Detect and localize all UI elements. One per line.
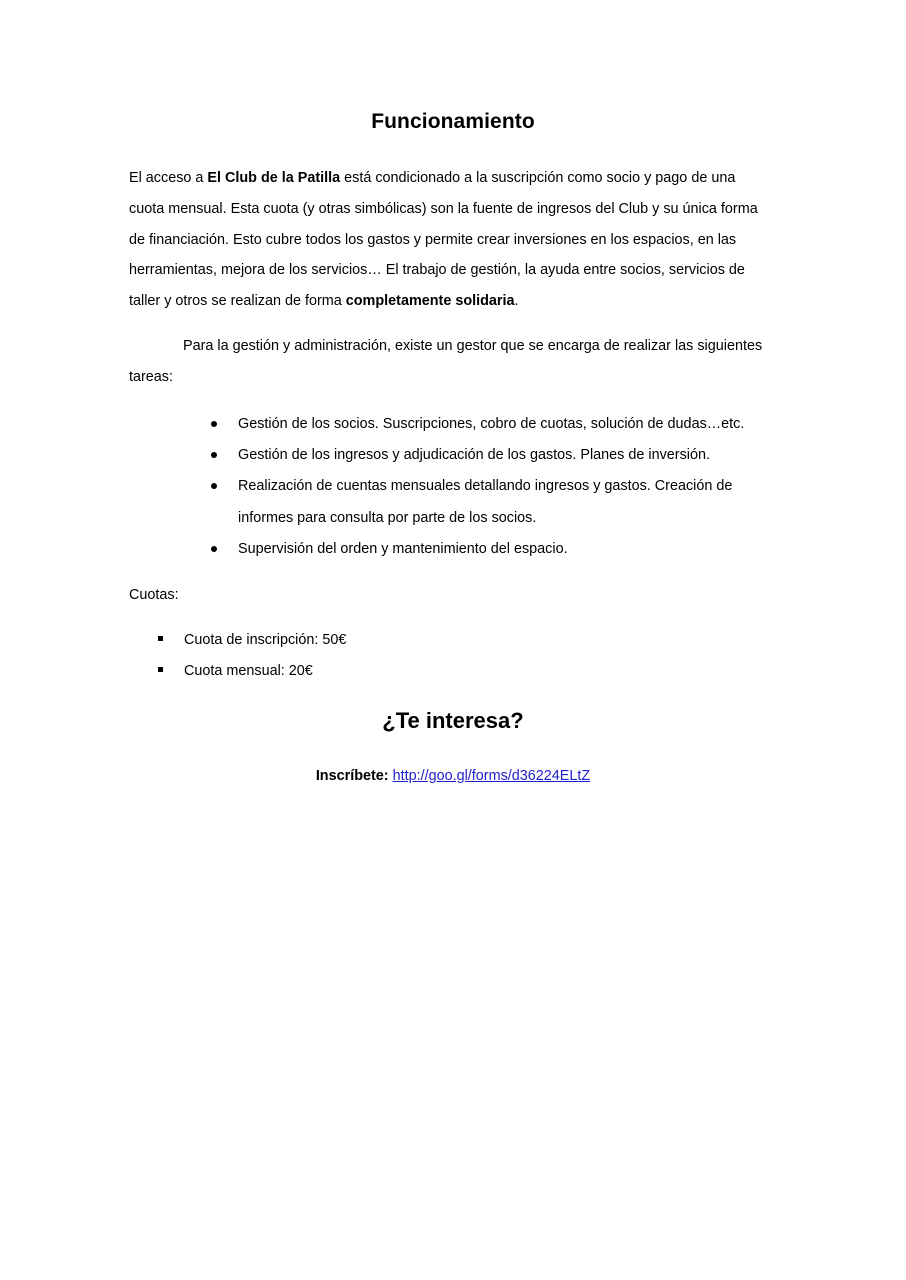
list-item — [184, 656, 584, 687]
fee-text: Cuota de inscripción: 50€ — [184, 632, 347, 648]
list-item — [238, 471, 783, 533]
fees-list — [184, 625, 584, 686]
list-item — [238, 409, 783, 440]
intro-text-start: El acceso a — [129, 170, 208, 186]
bullet-dot-icon — [211, 421, 217, 427]
signup-link[interactable]: http://goo.gl/forms/d36224ELtZ — [392, 768, 591, 784]
bullet-dot-icon — [211, 483, 217, 489]
list-item — [238, 534, 783, 565]
bullet-square-icon — [158, 636, 163, 641]
task-text: Supervisión del orden y mantenimiento del espacio. — [238, 540, 568, 557]
list-item — [184, 625, 584, 656]
management-text: Para la gestión y administración, existe un gestor que se encarga de realizar las siguientes tareas: — [129, 338, 763, 385]
bullet-dot-icon — [211, 546, 217, 552]
task-text: Gestión de los ingresos y adjudicación de los gastos. Planes de inversión. — [238, 447, 710, 464]
club-name: El Club de la Patilla — [207, 170, 341, 186]
intro-text-end: . — [514, 293, 519, 310]
task-text: Realización de cuentas mensuales detallando ingresos y gastos. Creación de informes para consulta por parte de los socios. — [238, 478, 733, 526]
management-paragraph — [129, 331, 774, 393]
solidarity-emphasis: completamente solidaria — [345, 293, 515, 310]
signup-line — [0, 762, 906, 790]
bullet-dot-icon — [211, 452, 217, 458]
bullet-square-icon — [158, 667, 163, 672]
intro-text-body: está condicionado a la suscripción como socio y pago de una cuota mensual. Esta cuota (y otras simbólicas) son la fuente de ingresos del Club y su única forma de financiación. Esto cubre todos los gastos y permite crear inversiones en los espacios, en las herramientas, mejora de los servicios… El trabajo de gestión, la ayuda entre socios, servicios de taller y otros se realizan de forma — [129, 170, 758, 310]
page-title: Funcionamiento — [371, 110, 535, 133]
fees-label: Cuotas: — [129, 587, 179, 603]
signup-label: Inscríbete: — [315, 768, 389, 784]
fee-text: Cuota mensual: 20€ — [184, 662, 313, 679]
intro-paragraph — [129, 163, 774, 317]
list-item — [238, 440, 783, 471]
tasks-list — [238, 409, 783, 565]
task-text: Gestión de los socios. Suscripciones, cobro de cuotas, solución de dudas…etc. — [238, 416, 745, 432]
interest-heading: ¿Te interesa? — [382, 708, 524, 733]
